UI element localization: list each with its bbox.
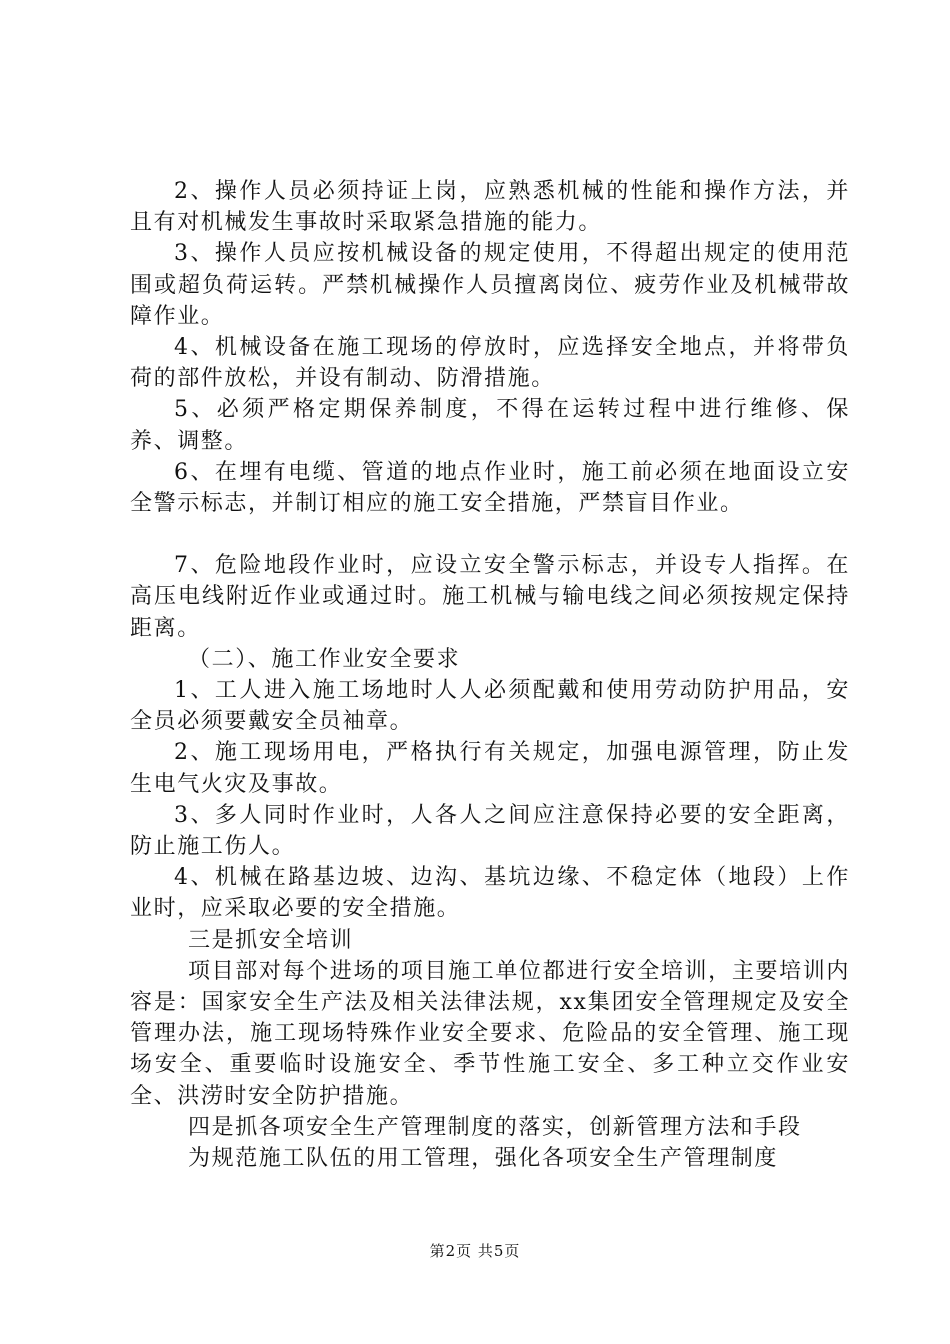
paragraph-9: 3、多人同时作业时，人各人之间应注意保持必要的安全距离，防止施工伤人。 bbox=[130, 802, 850, 860]
paragraph-11: 项目部对每个进场的项目施工单位都进行安全培训，主要培训内容是：国家安全生产法及相关法律法规，xx集团安全管理规定及安全管理办法，施工现场特殊作业安全要求、危险品的安全管理、施工现场安全、重要临时设施安全、季节性施工安全、多工种立交作业安全、洪涝时安全防护措施。 bbox=[130, 958, 850, 1109]
paragraph-6: 7、危险地段作业时，应设立安全警示标志，并设专人指挥。在高压电线附近作业或通过时。施工机械与输电线之间必须按规定保持距离。 bbox=[130, 553, 850, 641]
paragraph-7: 1、工人进入施工场地时人人必须配戴和使用劳动防护用品，安全员必须要戴安全员袖章。 bbox=[130, 678, 850, 735]
body-text bbox=[130, 176, 850, 1174]
paragraph-1: 2、操作人员必须持证上岗，应熟悉机械的性能和操作方法，并且有对机械发生事故时采取紧急措施的能力。 bbox=[130, 179, 850, 236]
paragraph-3: 4、机械设备在施工现场的停放时，应选择安全地点，并将带负荷的部件放松，并设有制动、防滑措施。 bbox=[130, 335, 850, 392]
section-heading-4: 四是抓各项安全生产管理制度的落实，创新管理方法和手段 bbox=[188, 1114, 802, 1140]
section-heading-3: 三是抓安全培训 bbox=[188, 927, 354, 953]
paragraph-8: 2、施工现场用电，严格执行有关规定，加强电源管理，防止发生电气火灾及事故。 bbox=[130, 740, 850, 797]
paragraph-10: 4、机械在路基边坡、边沟、基坑边缘、不稳定体（地段）上作业时，应采取必要的安全措施。 bbox=[130, 865, 850, 922]
section-heading-2: （二）、施工作业安全要求 bbox=[188, 646, 461, 672]
paragraph-12: 为规范施工队伍的用工管理，强化各项安全生产管理制度 bbox=[188, 1146, 779, 1172]
paragraph-5: 6、在埋有电缆、管道的地点作业时，施工前必须在地面设立安全警示标志，并制订相应的施工安全措施，严禁盲目作业。 bbox=[130, 459, 850, 517]
paragraph-4: 5、必须严格定期保养制度，不得在运转过程中进行维修、保养、调整。 bbox=[130, 397, 850, 454]
paragraph-2: 3、操作人员应按机械设备的规定使用，不得超出规定的使用范围或超负荷运转。严禁机械操作人员擅离岗位、疲劳作业及机械带故障作业。 bbox=[130, 241, 850, 329]
page-number-footer: 第2页 共5页 bbox=[429, 1242, 521, 1260]
